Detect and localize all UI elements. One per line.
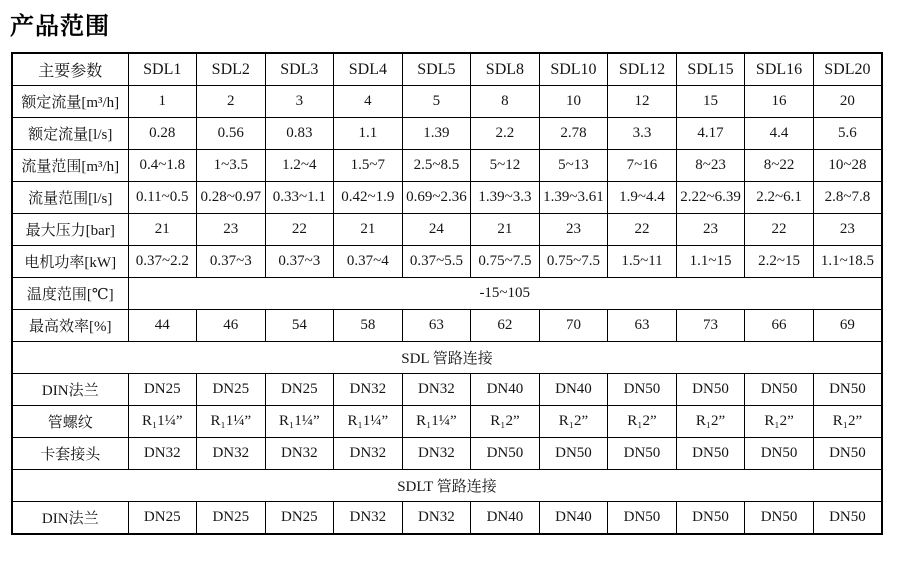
value-cell: 1.1 [334,118,403,150]
table-row [12,406,882,438]
value-cell: 3 [265,86,334,118]
column-header: SDL12 [608,53,677,86]
value-cell: R₁1¼” [402,406,471,438]
value-cell: 21 [128,214,197,246]
value-cell: R₁2” [813,406,882,438]
value-cell: R₁2” [539,406,608,438]
column-header: SDL1 [128,53,197,86]
value-cell: DN32 [334,374,403,406]
value-cell: 0.37~4 [334,246,403,278]
value-cell: 0.11~0.5 [128,182,197,214]
value-cell: 63 [608,310,677,342]
value-cell: DN25 [128,502,197,535]
value-cell: 16 [745,86,814,118]
value-cell: 22 [745,214,814,246]
value-cell: 2.22~6.39 [676,182,745,214]
table-body [12,53,882,534]
row-label: 温度范围[℃] [12,278,128,310]
value-cell: 0.42~1.9 [334,182,403,214]
value-cell: 0.56 [197,118,266,150]
merged-value: -15~105 [128,278,882,310]
value-cell: 12 [608,86,677,118]
table-row [12,374,882,406]
section-row [12,342,882,374]
value-cell: R₁2” [745,406,814,438]
value-cell: DN50 [676,374,745,406]
value-cell: 0.69~2.36 [402,182,471,214]
value-cell: DN32 [402,502,471,535]
value-cell: 22 [265,214,334,246]
value-cell: DN50 [676,438,745,470]
value-cell: DN32 [334,438,403,470]
value-cell: DN25 [265,374,334,406]
row-label: 最大压力[bar] [12,214,128,246]
value-cell: R₁2” [608,406,677,438]
value-cell: 1.5~11 [608,246,677,278]
table-row [12,214,882,246]
value-cell: 1.39~3.61 [539,182,608,214]
section-title: SDLT 管路连接 [12,470,882,502]
row-label: 管螺纹 [12,406,128,438]
value-cell: 69 [813,310,882,342]
table-row [12,310,882,342]
value-cell: 1.9~4.4 [608,182,677,214]
value-cell: DN50 [608,374,677,406]
value-cell: DN40 [471,502,540,535]
page-title: 产品范围 [10,12,110,40]
value-cell: R₁1¼” [128,406,197,438]
header-label: 主要参数 [12,53,128,86]
value-cell: 2.8~7.8 [813,182,882,214]
value-cell: DN25 [197,374,266,406]
value-cell: DN50 [608,438,677,470]
value-cell: 5.6 [813,118,882,150]
value-cell: 0.28~0.97 [197,182,266,214]
value-cell: DN50 [471,438,540,470]
value-cell: 0.28 [128,118,197,150]
value-cell: 0.37~5.5 [402,246,471,278]
value-cell: 23 [813,214,882,246]
value-cell: 7~16 [608,150,677,182]
row-label: 流量范围[m³/h] [12,150,128,182]
value-cell: 2.2 [471,118,540,150]
value-cell: 1.1~15 [676,246,745,278]
value-cell: 1~3.5 [197,150,266,182]
value-cell: DN50 [676,502,745,535]
value-cell: DN32 [402,438,471,470]
value-cell: DN50 [745,438,814,470]
value-cell: 4 [334,86,403,118]
value-cell: 24 [402,214,471,246]
table-row [12,278,882,310]
value-cell: DN40 [471,374,540,406]
value-cell: 2.2~15 [745,246,814,278]
table-row [12,150,882,182]
value-cell: DN40 [539,374,608,406]
value-cell: 23 [539,214,608,246]
value-cell: 46 [197,310,266,342]
value-cell: 23 [197,214,266,246]
value-cell: DN50 [608,502,677,535]
section-row [12,470,882,502]
column-header: SDL10 [539,53,608,86]
product-range-table [11,52,883,535]
value-cell: 8~22 [745,150,814,182]
value-cell: 70 [539,310,608,342]
value-cell: 0.75~7.5 [539,246,608,278]
value-cell: DN32 [128,438,197,470]
value-cell: DN50 [813,502,882,535]
value-cell: 5 [402,86,471,118]
value-cell: DN50 [539,438,608,470]
value-cell: DN25 [128,374,197,406]
value-cell: 0.75~7.5 [471,246,540,278]
table-row [12,502,882,535]
column-header: SDL5 [402,53,471,86]
row-label: DIN法兰 [12,374,128,406]
value-cell: 8~23 [676,150,745,182]
value-cell: 0.37~3 [197,246,266,278]
row-label: 卡套接头 [12,438,128,470]
value-cell: DN50 [813,374,882,406]
column-header: SDL20 [813,53,882,86]
value-cell: DN50 [813,438,882,470]
value-cell: 21 [334,214,403,246]
table-row [12,246,882,278]
value-cell: R₁1¼” [197,406,266,438]
header-row [12,53,882,86]
column-header: SDL15 [676,53,745,86]
value-cell: 5~13 [539,150,608,182]
value-cell: R₁1¼” [334,406,403,438]
value-cell: DN25 [265,502,334,535]
value-cell: 1.2~4 [265,150,334,182]
value-cell: DN32 [334,502,403,535]
value-cell: 8 [471,86,540,118]
value-cell: 0.33~1.1 [265,182,334,214]
value-cell: 44 [128,310,197,342]
value-cell: DN32 [197,438,266,470]
value-cell: 5~12 [471,150,540,182]
value-cell: 58 [334,310,403,342]
value-cell: 22 [608,214,677,246]
table-row [12,86,882,118]
row-label: 最高效率[%] [12,310,128,342]
value-cell: 63 [402,310,471,342]
column-header: SDL8 [471,53,540,86]
value-cell: 2.5~8.5 [402,150,471,182]
value-cell: 10 [539,86,608,118]
value-cell: 1 [128,86,197,118]
value-cell: 1.1~18.5 [813,246,882,278]
value-cell: 73 [676,310,745,342]
value-cell: 1.5~7 [334,150,403,182]
value-cell: 0.37~3 [265,246,334,278]
value-cell: 4.4 [745,118,814,150]
column-header: SDL4 [334,53,403,86]
value-cell: 23 [676,214,745,246]
value-cell: 1.39 [402,118,471,150]
value-cell: R₁2” [676,406,745,438]
value-cell: 0.83 [265,118,334,150]
row-label: 额定流量[l/s] [12,118,128,150]
value-cell: R₁1¼” [265,406,334,438]
value-cell: 0.37~2.2 [128,246,197,278]
value-cell: 10~28 [813,150,882,182]
row-label: 流量范围[l/s] [12,182,128,214]
table-row [12,182,882,214]
value-cell: 62 [471,310,540,342]
value-cell: 2.78 [539,118,608,150]
row-label: DIN法兰 [12,502,128,535]
value-cell: 1.39~3.3 [471,182,540,214]
value-cell: 0.4~1.8 [128,150,197,182]
value-cell: 54 [265,310,334,342]
section-title: SDL 管路连接 [12,342,882,374]
value-cell: 2 [197,86,266,118]
value-cell: 20 [813,86,882,118]
value-cell: 15 [676,86,745,118]
value-cell: 3.3 [608,118,677,150]
value-cell: R₁2” [471,406,540,438]
table-row [12,118,882,150]
value-cell: DN32 [265,438,334,470]
row-label: 电机功率[kW] [12,246,128,278]
value-cell: 4.17 [676,118,745,150]
value-cell: 21 [471,214,540,246]
value-cell: DN50 [745,374,814,406]
column-header: SDL2 [197,53,266,86]
value-cell: 2.2~6.1 [745,182,814,214]
column-header: SDL16 [745,53,814,86]
value-cell: 66 [745,310,814,342]
row-label: 额定流量[m³/h] [12,86,128,118]
value-cell: DN40 [539,502,608,535]
value-cell: DN50 [745,502,814,535]
value-cell: DN25 [197,502,266,535]
column-header: SDL3 [265,53,334,86]
table-row [12,438,882,470]
value-cell: DN32 [402,374,471,406]
